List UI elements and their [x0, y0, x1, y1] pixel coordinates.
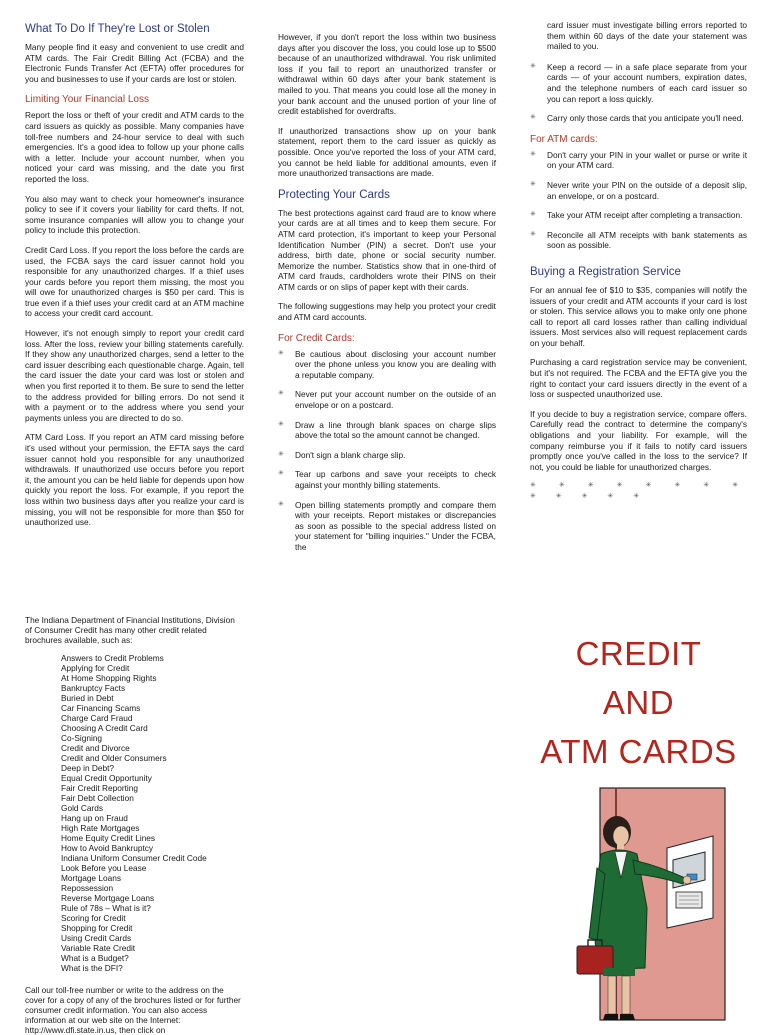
list-item: Variable Rate Credit — [61, 943, 136, 953]
section-heading-registration-service: Buying a Registration Service — [530, 265, 681, 278]
paragraph-continued-billing: card issuer must investigate billing errors reported to them within 60 days of the date your statement was mailed to you. — [547, 20, 747, 52]
cover-title-credit: CREDIT — [575, 635, 702, 672]
list-item: ✳ Reconcile all ATM receipts with bank statements as soon as possible. — [530, 230, 747, 251]
paragraph-intro: Many people find it easy and convenient to use credit and ATM cards. The Fair Credit Billing Act (FCBA) and the Electronic Funds Transfer Act (EFTA) offer procedures for you and businesses to use if your cards are lost or stolen. — [25, 42, 244, 84]
paragraph-not-required: Purchasing a card registration service may be convenient, but it's not required. The FCBA and the EFTA give you the right to contact your card issuers directly in the event of a loss or suspected unauthorized use. — [530, 357, 747, 400]
column-protecting-cards — [278, 32, 496, 562]
paragraph-insurance: You also may want to check your homeowner's insurance policy to see if it covers your liability for card thefts. If not, some insurance companies will allow you to change your policy to include this protection. — [25, 193, 244, 236]
list-item: ✳ Open billing statements promptly and compare them with your receipts. Report mistakes or discrepancies as soon as possible to the special address listed on your statement for "billing inquiries." Under the FCBA, the — [278, 500, 496, 553]
list-item: Credit and Divorce — [61, 743, 130, 753]
list-item: Choosing A Credit Card — [61, 723, 148, 733]
list-item: Equal Credit Opportunity — [61, 773, 152, 783]
asterisk-divider: ✳ ✳ ✳ ✳ ✳ ✳ ✳ ✳ ✳ ✳ ✳ ✳ ✳ — [530, 482, 747, 500]
list-item: Look Before you Lease — [61, 863, 147, 873]
subheading-atm-cards: For ATM cards: — [530, 133, 598, 145]
cover-title-atm-cards: ATM CARDS — [540, 733, 737, 770]
section-heading-lost-or-stolen: What To Do If They're Lost or Stolen — [25, 23, 210, 35]
list-item: Scoring for Credit — [61, 913, 126, 923]
paragraph-late-report: However, if you don't report the loss within two business days after you discover the loss, you could lose up to $500 because of an unauthorized withdrawal. You risk unlimited loss if you fail to report an unauthorized transfer or withdrawal within 60 days after your bank statement is mailed to you. That means you could lose all the money in your bank account and the unused portion of your line of credit established for overdrafts. — [278, 32, 496, 117]
list-item: ✳ Tear up carbons and save your receipts to check against your monthly billing statements. — [278, 469, 496, 490]
atm-woman-illustration — [575, 788, 725, 1029]
cover-title-and: AND — [602, 684, 675, 721]
list-item: Car Financing Scams — [61, 703, 141, 713]
list-item: Home Equity Credit Lines — [61, 833, 156, 843]
paragraph-bank-statement: If unauthorized transactions show up on your bank statement, report them to the card issuer as quickly as possible. Once you've reported the loss of your ATM card, you cannot be held liable for additional amounts, even if more unauthorized transactions are made. — [278, 125, 496, 179]
list-item: ✳ Draw a line through blank spaces on charge slips above the total so the amount cannot be changed. — [278, 420, 496, 441]
list-item: High Rate Mortgages — [61, 823, 140, 833]
list-item: How to Avoid Bankruptcy — [61, 843, 154, 853]
list-item: Shopping for Credit — [61, 923, 133, 933]
subheading-credit-cards: For Credit Cards: — [278, 332, 355, 344]
column-registration-service — [530, 20, 747, 503]
list-item: ✳ Never write your PIN on the outside of a deposit slip, an envelope, or on a postcard. — [530, 180, 747, 201]
subheading-limiting-loss: Limiting Your Financial Loss — [25, 94, 149, 106]
list-item: Indiana Uniform Consumer Credit Code — [61, 853, 207, 863]
list-item: Deep in Debt? — [61, 763, 115, 773]
paragraph-best-protections: The best protections against card fraud are to know where your cards are at all times and to keep them secure. For ATM card protection, it's important to keep your Personal Identification Number (PIN) a secret. Don't use your address, birth date, phone or social security number. Memorize the number. Statistics show that in one-third of ATM card frauds, cardholders wrote their PINS on their ATM cards or on slips of paper kept with their cards. — [278, 207, 496, 292]
list-item: ✳ Keep a record — in a safe place separate from your cards — of your account numbers, expiration dates, and the telephone numbers of each card issuer so you can report a loss quickly. — [530, 62, 747, 104]
paragraph-compare-offers: If you decide to buy a registration service, compare offers. Carefully read the contract to determine the company's obligations and your liability. For example, will the company reimburse you if it fails to notify card issuers promptly once you've called in the loss to the service? If not, you could be liable for unauthorized charges. — [530, 408, 747, 472]
section-heading-protecting-cards: Protecting Your Cards — [278, 188, 390, 201]
column-lost-or-stolen — [25, 22, 244, 537]
list-item: ✳ Never put your account number on the outside of an envelope or on a postcard. — [278, 389, 496, 410]
paragraph-atm-card-loss: ATM Card Loss. If you report an ATM card missing before it's used without your permission, the EFTA says the card issuer cannot hold you responsible for any unauthorized withdrawals. If unauthorized use occurs before you report it, the amount you can be held liable for depends upon how quickly you report the loss. For example, if you report the loss within two business days after you realize your card is missing, you will not be responsible for more than $50 for unauthorized use. — [25, 432, 244, 528]
list-item: Reverse Mortgage Loans — [61, 893, 155, 903]
record-tips-list — [530, 62, 747, 124]
list-item: Gold Cards — [61, 803, 103, 813]
list-item: ✳ Be cautious about disclosing your account number over the phone unless you know you are dealing with a reputable company. — [278, 349, 496, 381]
list-item: Repossession — [61, 883, 114, 893]
list-item: Co-Signing — [61, 733, 103, 743]
back-panel-brochures — [25, 615, 244, 1033]
list-item: Hang up on Fraud — [61, 813, 128, 823]
cover-title-block — [530, 632, 747, 773]
list-item: Rule of 78s – What is it? — [61, 903, 151, 913]
paragraph-annual-fee: For an annual fee of $10 to $35, companies will notify the issuers of your credit and ATM accounts if your card is lost or stolen. This service allows you to make only one phone call to report all card losses rather than calling individual issuers. Most services also will request replacement cards on your behalf. — [530, 284, 747, 348]
paragraph-credit-card-loss: Credit Card Loss. If you report the loss before the cards are used, the FCBA says the card issuer cannot hold you responsible for any unauthorized charges. If a thief uses your cards before you report them missing, the most you will owe for unauthorized charges is $50 per card. This is true even if a thief uses your credit card at an ATM machine to access your credit card account. — [25, 244, 244, 319]
list-item: Bankruptcy Facts — [61, 683, 126, 693]
list-item: Applying for Credit — [61, 663, 130, 673]
list-item: At Home Shopping Rights — [61, 673, 157, 683]
list-item: What is the DFI? — [61, 963, 123, 973]
list-item: Using Credit Cards — [61, 933, 132, 943]
paragraph-dfi-intro: The Indiana Department of Financial Institutions, Division of Consumer Credit has many other credit related brochures available, such as: — [25, 615, 235, 645]
list-item: Fair Credit Reporting — [61, 783, 139, 793]
list-item: ✳ Carry only those cards that you anticipate you'll need. — [530, 113, 747, 124]
list-item: Credit and Older Consumers — [61, 753, 167, 763]
paragraph-report-loss: Report the loss or theft of your credit and ATM cards to the card issuers as quickly as possible. Many companies have toll-free numbers and 24-hour service to deal with such emergencies. It's a good idea to follow up your phone calls with a letter. Include your account number, when you noticed your card was missing, and the date you first reported the loss. — [25, 110, 244, 184]
paragraph-review-statements: However, it's not enough simply to report your credit card loss. After the loss, review your billing statements carefully. If they show any unauthorized charges, send a letter to the card issuer describing each questionable charge. Again, tell the card issuer the date your card was lost or stolen and when you first reported it to them. Be sure to send the letter to the address provided for billing errors. Do not send it with a payment or to the address where you send your payments unless you are directed to do so. — [25, 328, 244, 423]
credit-card-tips-list — [278, 349, 496, 553]
list-item: Answers to Credit Problems — [61, 653, 164, 663]
brochure-list — [61, 653, 244, 973]
list-item: ✳ Don't sign a blank charge slip. — [278, 450, 496, 461]
atm-card-tips-list — [530, 150, 747, 251]
list-item: What is a Budget? — [61, 953, 129, 963]
list-item: Buried in Debt — [61, 693, 114, 703]
paragraph-contact-info: Call our toll-free number or write to the address on the cover for a copy of any of the brochures listed or for further consumer credit information. You can also access information at our web site on the Internet: http://www.dfi.state.in.us, then click on — [25, 985, 241, 1035]
paragraph-suggestions: The following suggestions may help you protect your credit and ATM card accounts. — [278, 301, 496, 323]
list-item: Fair Debt Collection — [61, 793, 134, 803]
list-item: ✳ Take your ATM receipt after completing a transaction. — [530, 210, 747, 221]
list-item: Charge Card Fraud — [61, 713, 133, 723]
list-item: ✳ Don't carry your PIN in your wallet or purse or write it on your ATM card. — [530, 150, 747, 171]
list-item: Mortgage Loans — [61, 873, 121, 883]
